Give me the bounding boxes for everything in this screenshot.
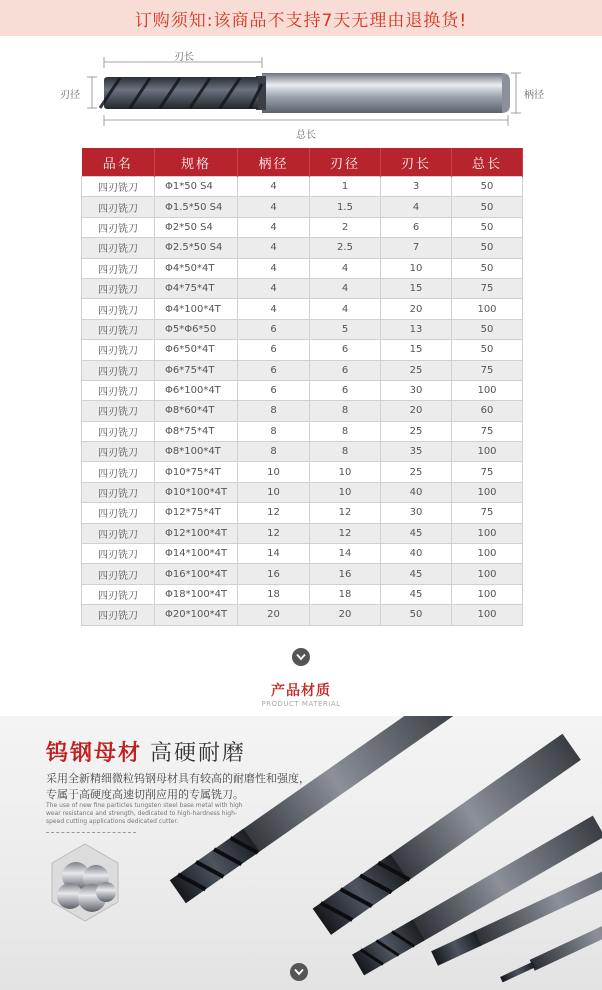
total-length-label: 总长 xyxy=(296,130,316,141)
value-cell: 4 xyxy=(310,299,381,319)
product-name-cell: 四刃铣刀 xyxy=(82,340,155,360)
material-heading-red: 钨钢母材 xyxy=(46,741,143,766)
value-cell: 6 xyxy=(238,340,310,360)
value-cell: 35 xyxy=(381,442,452,462)
product-name-cell: 四刃铣刀 xyxy=(82,544,155,564)
value-cell: 4 xyxy=(238,197,310,217)
table-row xyxy=(82,584,523,604)
value-cell: 12 xyxy=(310,523,381,543)
value-cell: 50 xyxy=(452,258,523,278)
value-cell: 4 xyxy=(310,278,381,298)
value-cell: 20 xyxy=(238,605,310,625)
value-cell: 8 xyxy=(310,442,381,462)
table-row xyxy=(82,442,523,462)
spec-cell: Φ4*75*4T xyxy=(155,278,238,298)
tool-dimension-diagram xyxy=(0,40,602,145)
value-cell: 1 xyxy=(310,177,381,197)
value-cell: 4 xyxy=(238,217,310,237)
table-row xyxy=(82,544,523,564)
product-name-cell: 四刃铣刀 xyxy=(82,584,155,604)
table-row xyxy=(82,238,523,258)
value-cell: 75 xyxy=(452,462,523,482)
header-cell: 刃长 xyxy=(381,148,452,177)
value-cell: 8 xyxy=(310,421,381,441)
value-cell: 3 xyxy=(381,177,452,197)
table-row xyxy=(82,197,523,217)
material-heading xyxy=(46,736,246,767)
order-notice-banner xyxy=(0,0,602,36)
value-cell: 100 xyxy=(452,584,523,604)
value-cell: 2.5 xyxy=(310,238,381,258)
value-cell: 50 xyxy=(452,197,523,217)
material-description-line1: 采用全新精细微粒钨钢母材具有较高的耐磨性和强度， xyxy=(46,772,310,785)
value-cell: 16 xyxy=(310,564,381,584)
spec-cell: Φ6*50*4T xyxy=(155,340,238,360)
spec-cell: Φ2.5*50 S4 xyxy=(155,238,238,258)
spec-cell: Φ18*100*4T xyxy=(155,584,238,604)
value-cell: 14 xyxy=(238,544,310,564)
table-row xyxy=(82,605,523,625)
value-cell: 6 xyxy=(310,380,381,400)
value-cell: 6 xyxy=(238,380,310,400)
table-row xyxy=(82,217,523,237)
spec-table xyxy=(81,148,523,626)
header-cell: 刃径 xyxy=(310,148,381,177)
spec-cell: Φ10*75*4T xyxy=(155,462,238,482)
table-row xyxy=(82,462,523,482)
value-cell: 14 xyxy=(310,544,381,564)
product-name-cell: 四刃铣刀 xyxy=(82,503,155,523)
value-cell: 7 xyxy=(381,238,452,258)
value-cell: 100 xyxy=(452,564,523,584)
material-description-english: The use of new fine particles tungsten steel base metal with high wear resistance and strength, dedicated to high-hardness high-speed cutting applications dedicated cutter. xyxy=(46,802,243,825)
product-name-cell: 四刃铣刀 xyxy=(82,319,155,339)
value-cell: 25 xyxy=(381,421,452,441)
value-cell: 20 xyxy=(381,401,452,421)
table-row xyxy=(82,177,523,197)
value-cell: 25 xyxy=(381,360,452,380)
product-name-cell: 四刃铣刀 xyxy=(82,380,155,400)
value-cell: 6 xyxy=(238,319,310,339)
spec-cell: Φ4*100*4T xyxy=(155,299,238,319)
product-name-cell: 四刃铣刀 xyxy=(82,482,155,502)
value-cell: 50 xyxy=(381,605,452,625)
value-cell: 8 xyxy=(238,442,310,462)
table-row xyxy=(82,421,523,441)
value-cell: 45 xyxy=(381,584,452,604)
value-cell: 50 xyxy=(452,177,523,197)
tungsten-bars-icon xyxy=(52,844,118,921)
spec-cell: Φ20*100*4T xyxy=(155,605,238,625)
value-cell: 13 xyxy=(381,319,452,339)
value-cell: 20 xyxy=(310,605,381,625)
product-name-cell: 四刃铣刀 xyxy=(82,360,155,380)
product-name-cell: 四刃铣刀 xyxy=(82,442,155,462)
value-cell: 10 xyxy=(238,482,310,502)
spec-cell: Φ12*75*4T xyxy=(155,503,238,523)
value-cell: 100 xyxy=(452,299,523,319)
table-row xyxy=(82,380,523,400)
section-subtitle: PRODUCT MATERIAL xyxy=(261,700,341,708)
value-cell: 10 xyxy=(381,258,452,278)
value-cell: 6 xyxy=(238,360,310,380)
value-cell: 4 xyxy=(238,238,310,258)
value-cell: 30 xyxy=(381,503,452,523)
product-name-cell: 四刃铣刀 xyxy=(82,238,155,258)
table-row xyxy=(82,340,523,360)
product-name-cell: 四刃铣刀 xyxy=(82,299,155,319)
chevron-down-icon xyxy=(292,648,310,666)
product-name-cell: 四刃铣刀 xyxy=(82,401,155,421)
table-row xyxy=(82,299,523,319)
material-heading-rest: 高硬耐磨 xyxy=(150,741,247,766)
value-cell: 18 xyxy=(238,584,310,604)
value-cell: 60 xyxy=(452,401,523,421)
value-cell: 8 xyxy=(238,421,310,441)
value-cell: 30 xyxy=(381,380,452,400)
table-row xyxy=(82,278,523,298)
product-name-cell: 四刃铣刀 xyxy=(82,197,155,217)
header-cell: 品名 xyxy=(82,148,155,177)
value-cell: 40 xyxy=(381,482,452,502)
value-cell: 15 xyxy=(381,278,452,298)
spec-cell: Φ8*60*4T xyxy=(155,401,238,421)
spec-cell: Φ6*100*4T xyxy=(155,380,238,400)
spec-cell: Φ14*100*4T xyxy=(155,544,238,564)
header-cell: 总长 xyxy=(452,148,523,177)
spec-cell: Φ6*75*4T xyxy=(155,360,238,380)
product-name-cell: 四刃铣刀 xyxy=(82,421,155,441)
product-name-cell: 四刃铣刀 xyxy=(82,278,155,298)
product-name-cell: 四刃铣刀 xyxy=(82,462,155,482)
value-cell: 8 xyxy=(238,401,310,421)
spec-table-body xyxy=(82,177,523,626)
value-cell: 50 xyxy=(452,319,523,339)
value-cell: 1.5 xyxy=(310,197,381,217)
shank-diameter-label: 柄径 xyxy=(524,90,544,101)
value-cell: 5 xyxy=(310,319,381,339)
spec-cell: Φ2*50 S4 xyxy=(155,217,238,237)
product-name-cell: 四刃铣刀 xyxy=(82,564,155,584)
table-row xyxy=(82,401,523,421)
spec-cell: Φ5*Φ6*50 xyxy=(155,319,238,339)
value-cell: 18 xyxy=(310,584,381,604)
spec-cell: Φ1.5*50 S4 xyxy=(155,197,238,217)
value-cell: 25 xyxy=(381,462,452,482)
blade-length-label: 刃长 xyxy=(174,52,194,63)
value-cell: 100 xyxy=(452,442,523,462)
spec-cell: Φ12*100*4T xyxy=(155,523,238,543)
value-cell: 10 xyxy=(310,482,381,502)
table-row xyxy=(82,503,523,523)
section-title: 产品材质 xyxy=(271,683,331,699)
value-cell: 4 xyxy=(310,258,381,278)
value-cell: 4 xyxy=(238,299,310,319)
value-cell: 100 xyxy=(452,482,523,502)
value-cell: 4 xyxy=(381,197,452,217)
material-banner xyxy=(0,716,602,990)
divider xyxy=(46,832,136,833)
value-cell: 4 xyxy=(238,177,310,197)
header-cell: 柄径 xyxy=(238,148,310,177)
value-cell: 40 xyxy=(381,544,452,564)
value-cell: 10 xyxy=(310,462,381,482)
value-cell: 20 xyxy=(381,299,452,319)
value-cell: 75 xyxy=(452,360,523,380)
value-cell: 100 xyxy=(452,380,523,400)
blade-diameter-label: 刃径 xyxy=(60,90,80,101)
value-cell: 16 xyxy=(238,564,310,584)
table-row xyxy=(82,258,523,278)
value-cell: 75 xyxy=(452,278,523,298)
order-notice-text: 订购须知:该商品不支持7天无理由退换货! xyxy=(134,10,468,31)
product-name-cell: 四刃铣刀 xyxy=(82,258,155,278)
table-row xyxy=(82,319,523,339)
spec-cell: Φ8*100*4T xyxy=(155,442,238,462)
product-name-cell: 四刃铣刀 xyxy=(82,217,155,237)
value-cell: 8 xyxy=(310,401,381,421)
spec-cell: Φ16*100*4T xyxy=(155,564,238,584)
value-cell: 6 xyxy=(310,340,381,360)
product-name-cell: 四刃铣刀 xyxy=(82,605,155,625)
material-description-line2: 专属于高硬度高速切削应用的专属铣刀。 xyxy=(46,788,244,801)
spec-cell: Φ4*50*4T xyxy=(155,258,238,278)
value-cell: 12 xyxy=(238,523,310,543)
value-cell: 50 xyxy=(452,217,523,237)
value-cell: 45 xyxy=(381,523,452,543)
value-cell: 4 xyxy=(238,258,310,278)
table-row xyxy=(82,564,523,584)
header-cell: 规格 xyxy=(155,148,238,177)
value-cell: 15 xyxy=(381,340,452,360)
spec-cell: Φ8*75*4T xyxy=(155,421,238,441)
value-cell: 75 xyxy=(452,421,523,441)
value-cell: 50 xyxy=(452,340,523,360)
value-cell: 45 xyxy=(381,564,452,584)
spec-cell: Φ10*100*4T xyxy=(155,482,238,502)
table-row xyxy=(82,360,523,380)
value-cell: 6 xyxy=(310,360,381,380)
value-cell: 100 xyxy=(452,523,523,543)
value-cell: 6 xyxy=(381,217,452,237)
chevron-down-icon xyxy=(290,963,308,981)
value-cell: 100 xyxy=(452,605,523,625)
table-row xyxy=(82,523,523,543)
product-name-cell: 四刃铣刀 xyxy=(82,523,155,543)
value-cell: 12 xyxy=(238,503,310,523)
value-cell: 10 xyxy=(238,462,310,482)
value-cell: 50 xyxy=(452,238,523,258)
value-cell: 100 xyxy=(452,544,523,564)
table-row xyxy=(82,482,523,502)
value-cell: 12 xyxy=(310,503,381,523)
value-cell: 4 xyxy=(238,278,310,298)
product-name-cell: 四刃铣刀 xyxy=(82,177,155,197)
spec-cell: Φ1*50 S4 xyxy=(155,177,238,197)
value-cell: 75 xyxy=(452,503,523,523)
spec-table-header xyxy=(82,148,523,177)
value-cell: 2 xyxy=(310,217,381,237)
